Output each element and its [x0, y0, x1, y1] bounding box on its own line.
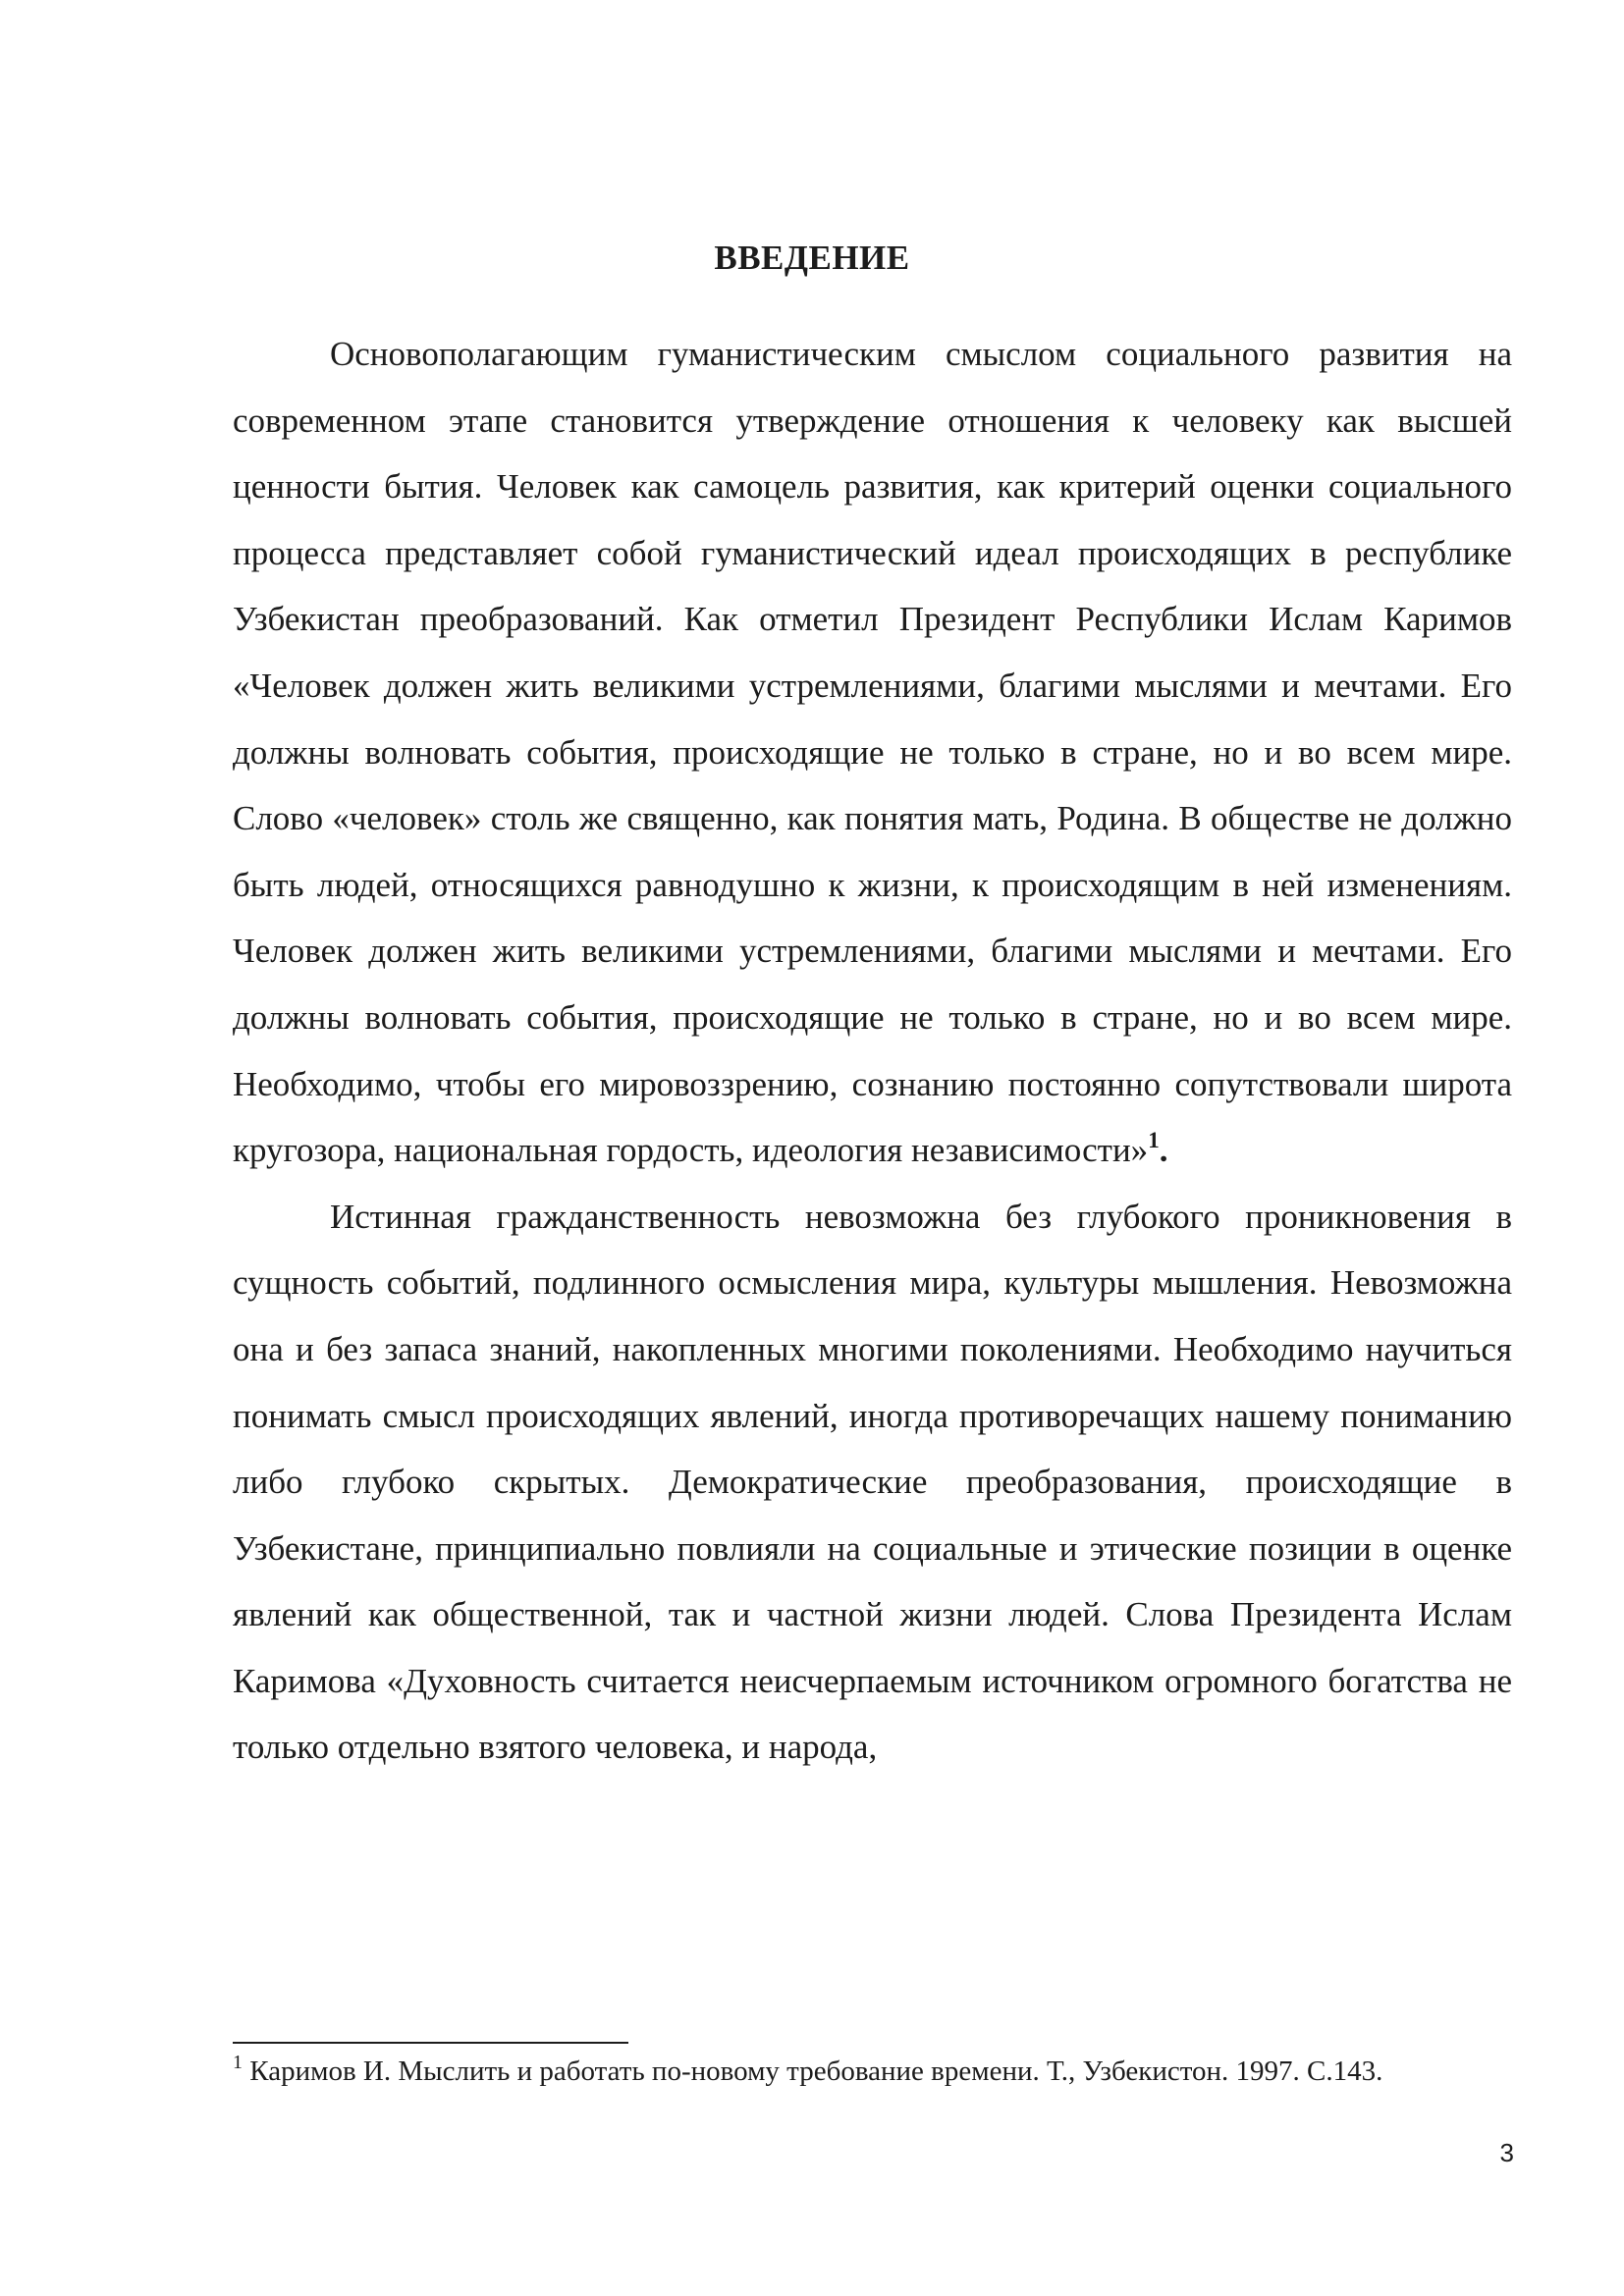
paragraph-1-end-mark: .: [1159, 1131, 1168, 1170]
footnote-text: Каримов И. Мыслить и работать по-новому требование времени. Т., Узбекистон. 1997. С.143.: [243, 2056, 1383, 2087]
footnote: [233, 2054, 1512, 2089]
page-title: ВВЕДЕНИЕ: [714, 239, 910, 277]
footnote-reference[interactable]: 1: [1148, 1128, 1160, 1153]
page-number: 3: [1499, 2138, 1514, 2167]
body-text: [233, 321, 1512, 1781]
paragraph-1: [233, 321, 1512, 1184]
paragraph-2-text: Истинная гражданственность невозможна без глубокого проникновения в сущность событий, подлинного осмысления мира, культуры мышления. Невозможна она и без запаса знаний, накопленных многими поколениями. Необходимо научиться понимать смысл происходящих явлений, иногда противоречащих нашему пониманию либо глубоко скрытых. Демократические преобразования, происходящие в Узбекистане, принципиально повлияли на социальные и этические позиции в оценке явлений как общественной, так и частной жизни людей. Слова Президента Ислам Каримова «Духовность считается неисчерпаемым источником огромного богатства не только отдельно взятого человека, и народа,: [233, 1197, 1512, 1767]
footnote-separator: [233, 2042, 628, 2044]
paragraph-1-text: Основополагающим гуманистическим смыслом социального развития на современном этапе становится утверждение отношения к человеку как высшей ценности бытия. Человек как самоцель развития, как критерий оценки социального процесса представляет собой гуманистический идеал происходящих в республике Узбекистан преобразований. Как отметил Президент Республики Ислам Каримов «Человек должен жить великими устремлениями, благими мыслями и мечтами. Его должны волновать события, происходящие не только в стране, но и во всем мире. Слово «человек» столь же священно, как понятия мать, Родина. В обществе не должно быть людей, относящихся равнодушно к жизни, к происходящим в ней изменениям. Человек должен жить великими устремлениями, благими мыслями и мечтами. Его должны волновать события, происходящие не только в стране, но и во всем мире. Необходимо, чтобы его мировоззрению, сознанию постоянно сопутствовали широта кругозора, национальная гордость, идеология независимости»: [233, 335, 1512, 1170]
footnote-marker: 1: [233, 2052, 243, 2073]
paragraph-2: [233, 1184, 1512, 1781]
